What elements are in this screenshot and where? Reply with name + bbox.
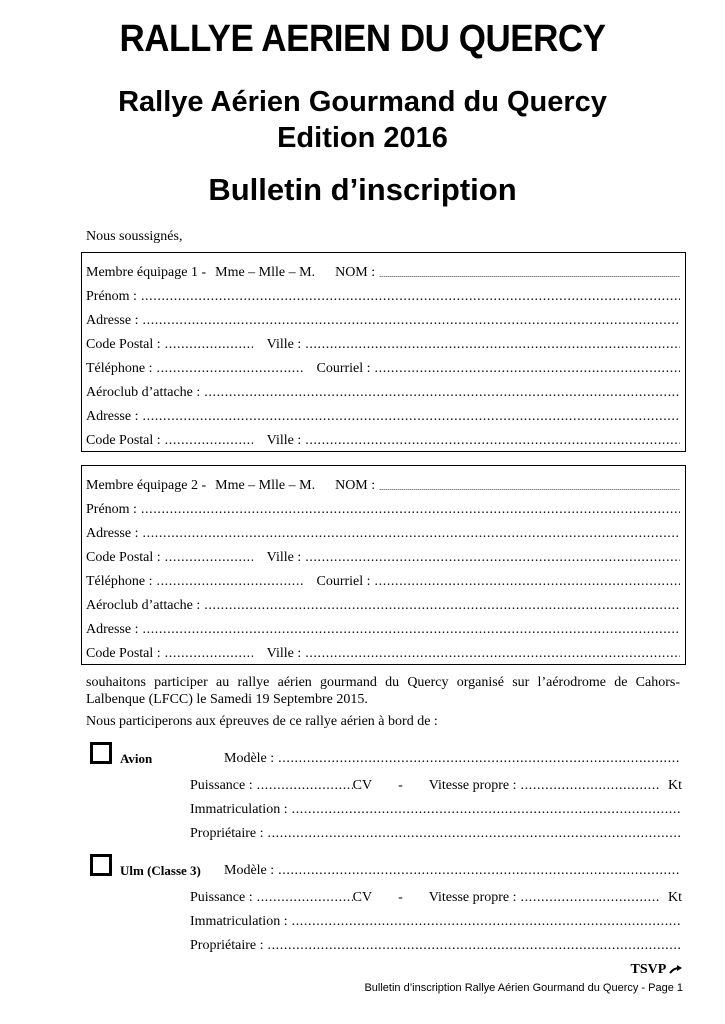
crew1-ville2-label: Ville : — [266, 433, 302, 448]
avion-proprietaire-row[interactable] — [190, 825, 680, 843]
crew2-cp-field[interactable] — [165, 549, 253, 567]
ulm-immat-row[interactable] — [190, 913, 680, 931]
ulm-label: Ulm (Classe 3) — [120, 863, 201, 878]
crew1-cp-label: Code Postal : — [86, 337, 161, 352]
ulm-immat-label: Immatriculation : — [190, 914, 288, 929]
ulm-vitesse-label: Vitesse propre : — [428, 890, 517, 905]
page-footer: Bulletin d’inscription Rallye Aérien Gourmand du Quercy - Page 1 — [364, 982, 683, 994]
crew1-civility[interactable]: Mme – Mlle – M. — [215, 265, 316, 280]
crew1-cp2-label: Code Postal : — [86, 433, 161, 448]
crew2-civility[interactable]: Mme – Mlle – M. — [215, 478, 316, 493]
crew2-cp2-label: Code Postal : — [86, 646, 161, 661]
crew2-adresse-row[interactable] — [86, 525, 680, 543]
crew2-prenom-label: Prénom : — [86, 502, 137, 517]
crew1-aeroclub-field[interactable] — [204, 384, 680, 402]
crew2-ville2-label: Ville : — [266, 646, 302, 661]
avion-modele-field[interactable] — [278, 750, 680, 768]
crew2-nom-field[interactable] — [379, 481, 680, 495]
crew1-prenom-field[interactable] — [141, 288, 680, 306]
intro-text: Nous soussignés, — [86, 229, 183, 244]
ulm-kt-unit: Kt — [668, 890, 682, 905]
avion-proprietaire-field[interactable] — [267, 825, 680, 843]
crew2-ville2-field[interactable] — [305, 645, 680, 663]
crew1-adresse2-field[interactable] — [143, 408, 681, 426]
avion-dash: - — [398, 778, 403, 793]
ulm-modele-label: Modèle : — [224, 863, 275, 878]
crew2-cp-label: Code Postal : — [86, 550, 161, 565]
ulm-modele-field[interactable] — [278, 862, 680, 880]
ulm-puissance-row[interactable] — [190, 889, 682, 907]
crew1-tel-label: Téléphone : — [86, 361, 153, 376]
crew1-nom-row[interactable] — [86, 264, 680, 282]
crew1-adresse-row[interactable] — [86, 312, 680, 330]
crew1-adresse2-label: Adresse : — [86, 409, 139, 424]
avion-immat-row[interactable] — [190, 801, 680, 819]
crew2-prenom-field[interactable] — [141, 501, 680, 519]
avion-immat-field[interactable] — [292, 801, 680, 819]
crew1-label: Membre équipage 1 - — [86, 265, 207, 280]
aircraft-intro-text: Nous participerons aux épreuves de ce rallye aérien à bord de : — [86, 714, 438, 729]
crew2-nom-label: NOM : — [335, 478, 376, 493]
ulm-immat-field[interactable] — [292, 913, 680, 931]
ulm-cv-unit: CV — [352, 890, 373, 905]
avion-vitesse-label: Vitesse propre : — [428, 778, 517, 793]
ulm-proprietaire-field[interactable] — [267, 937, 680, 955]
avion-puissance-row[interactable] — [190, 777, 682, 795]
crew2-tel-field[interactable] — [156, 573, 304, 591]
ulm-dash: - — [398, 890, 403, 905]
crew1-cp-field[interactable] — [165, 336, 253, 354]
crew2-adresse2-field[interactable] — [143, 621, 681, 639]
avion-checkbox[interactable] — [90, 742, 112, 764]
crew2-adresse2-label: Adresse : — [86, 622, 139, 637]
crew1-adresse2-row[interactable] — [86, 408, 680, 426]
crew1-cp2-field[interactable] — [165, 432, 253, 450]
tsvp-text: TSVP — [630, 962, 666, 977]
ulm-puissance-label: Puissance : — [190, 890, 253, 905]
crew2-aeroclub-label: Aéroclub d’attache : — [86, 598, 201, 613]
crew1-prenom-row[interactable] — [86, 288, 680, 306]
subtitle-line-2: Edition 2016 — [277, 122, 448, 154]
avion-immat-label: Immatriculation : — [190, 802, 288, 817]
crew2-tel-row[interactable] — [86, 573, 680, 591]
ulm-proprietaire-row[interactable] — [190, 937, 680, 955]
subtitle-line-1: Rallye Aérien Gourmand du Quercy — [118, 86, 607, 118]
tsvp-note — [630, 962, 683, 978]
crew1-tel-field[interactable] — [156, 360, 304, 378]
crew2-adresse-label: Adresse : — [86, 526, 139, 541]
crew2-adresse2-row[interactable] — [86, 621, 680, 639]
ulm-proprietaire-label: Propriétaire : — [190, 938, 264, 953]
crew2-courriel-field[interactable] — [375, 573, 680, 591]
crew2-ville-field[interactable] — [305, 549, 680, 567]
avion-cv-unit: CV — [352, 778, 373, 793]
main-title: RALLYE AERIEN DU QUERCY — [119, 18, 606, 60]
crew2-courriel-label: Courriel : — [316, 574, 371, 589]
avion-puissance-field[interactable] — [257, 777, 353, 795]
crew1-prenom-label: Prénom : — [86, 289, 137, 304]
crew2-adresse-field[interactable] — [143, 525, 681, 543]
crew1-aeroclub-row[interactable] — [86, 384, 680, 402]
crew1-adresse-field[interactable] — [143, 312, 681, 330]
form-title: Bulletin d’inscription — [208, 172, 517, 207]
crew2-ville-label: Ville : — [266, 550, 302, 565]
crew1-nom-field[interactable] — [379, 268, 680, 282]
crew1-courriel-field[interactable] — [375, 360, 680, 378]
crew2-aeroclub-field[interactable] — [204, 597, 680, 615]
avion-modele-row[interactable] — [224, 750, 680, 768]
crew2-prenom-row[interactable] — [86, 501, 680, 519]
ulm-vitesse-field[interactable] — [521, 889, 660, 907]
event-subtitle — [0, 84, 725, 156]
avion-puissance-label: Puissance : — [190, 778, 253, 793]
crew2-cp2-row[interactable] — [86, 645, 680, 663]
ulm-modele-row[interactable] — [224, 862, 680, 880]
crew1-ville2-field[interactable] — [305, 432, 680, 450]
avion-proprietaire-label: Propriétaire : — [190, 826, 264, 841]
crew2-cp2-field[interactable] — [165, 645, 253, 663]
crew1-nom-label: NOM : — [335, 265, 376, 280]
avion-kt-unit: Kt — [668, 778, 682, 793]
crew2-label: Membre équipage 2 - — [86, 478, 207, 493]
crew2-aeroclub-row[interactable] — [86, 597, 680, 615]
crew1-adresse-label: Adresse : — [86, 313, 139, 328]
arrow-right-icon — [669, 962, 683, 977]
crew1-aeroclub-label: Aéroclub d’attache : — [86, 385, 201, 400]
crew2-cp-row[interactable] — [86, 549, 680, 567]
crew2-nom-row[interactable] — [86, 477, 680, 495]
participation-text: souhaitons participer au rallye aérien gourmand du Quercy organisé sur l’aérodrome de Cahors-Lalbenque (LFCC) le Samedi 19 Septembre 2015. — [86, 675, 680, 707]
ulm-puissance-field[interactable] — [257, 889, 353, 907]
crew2-tel-label: Téléphone : — [86, 574, 153, 589]
crew1-tel-row[interactable] — [86, 360, 680, 378]
crew1-ville-field[interactable] — [305, 336, 680, 354]
crew1-cp-row[interactable] — [86, 336, 680, 354]
avion-label: Avion — [120, 751, 153, 766]
avion-modele-label: Modèle : — [224, 751, 275, 766]
crew1-ville-label: Ville : — [266, 337, 302, 352]
avion-vitesse-field[interactable] — [521, 777, 660, 795]
crew1-courriel-label: Courriel : — [316, 361, 371, 376]
ulm-checkbox[interactable] — [90, 854, 112, 876]
crew1-cp2-row[interactable] — [86, 432, 680, 450]
